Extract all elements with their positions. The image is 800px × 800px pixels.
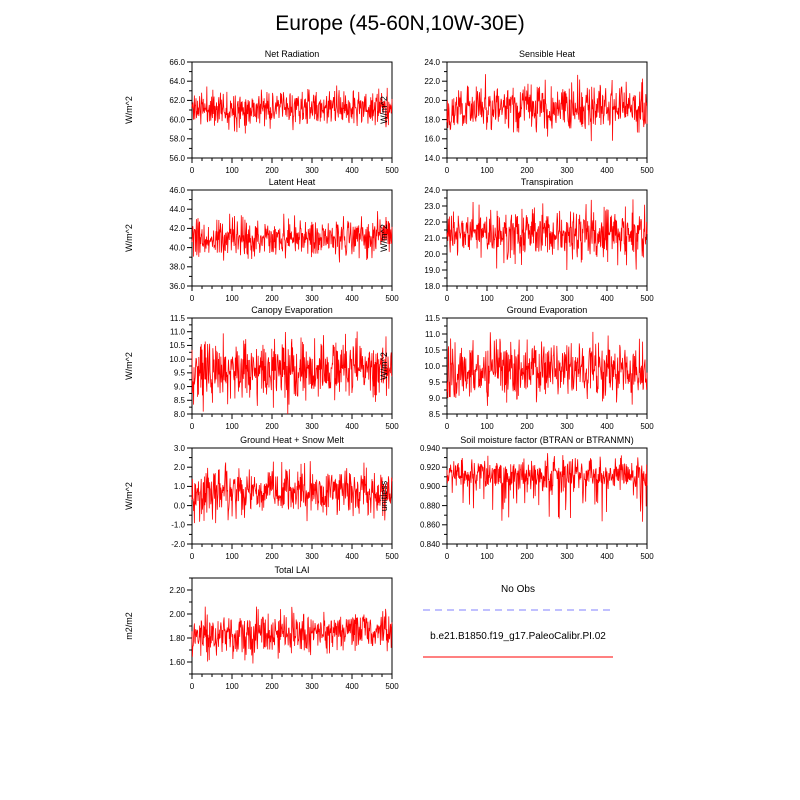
panel-latent-heat xyxy=(120,174,400,308)
page-title: Europe (45-60N,10W-30E) xyxy=(275,12,525,35)
panel-title: Ground Evaporation xyxy=(506,305,588,315)
panel-canopy-evaporation xyxy=(120,302,400,436)
y-axis-label: W/m^2 xyxy=(124,224,134,252)
chart-svg xyxy=(120,174,400,308)
panel-transpiration xyxy=(375,174,655,308)
x-tick-label: 400 xyxy=(600,294,614,303)
series-polyline xyxy=(192,461,392,523)
x-tick-label: 400 xyxy=(600,422,614,431)
x-tick-label: 0 xyxy=(189,552,195,561)
panel-title: Net Radiation xyxy=(264,49,320,59)
y-tick-label: 10.5 xyxy=(424,345,440,355)
y-tick-label: 2.00 xyxy=(169,609,185,619)
y-tick-label: 21.0 xyxy=(424,233,440,243)
x-tick-label: 0 xyxy=(444,422,450,431)
y-tick-label: 1.60 xyxy=(169,657,185,667)
y-tick-label: 0.840 xyxy=(419,539,440,549)
series-polyline xyxy=(192,332,392,415)
y-tick-label: 9.0 xyxy=(428,393,440,403)
x-tick-label: 300 xyxy=(305,552,319,561)
y-axis-label: W/m^2 xyxy=(379,352,389,380)
y-tick-label: 0.940 xyxy=(419,443,440,453)
y-tick-label: 22.0 xyxy=(424,77,440,86)
y-axis-label: W/m^2 xyxy=(124,482,134,510)
series-polyline xyxy=(447,453,647,522)
panel-total-lai xyxy=(120,562,400,696)
panel-title: Transpiration xyxy=(520,177,574,187)
panel-title: Canopy Evaporation xyxy=(251,305,333,315)
y-tick-label: 11.0 xyxy=(425,329,440,339)
x-tick-label: 100 xyxy=(225,166,239,175)
panel-title: Sensible Heat xyxy=(518,49,576,59)
x-tick-label: 200 xyxy=(265,422,279,431)
y-tick-label: 19.0 xyxy=(424,265,440,275)
y-tick-label: 9.0 xyxy=(173,382,185,392)
y-tick-label: -1.0 xyxy=(171,520,185,530)
y-tick-label: 0.920 xyxy=(419,463,440,472)
x-tick-label: 300 xyxy=(305,682,319,691)
y-tick-label: 62.0 xyxy=(169,96,185,106)
x-tick-label: 200 xyxy=(265,166,279,175)
y-tick-label: 18.0 xyxy=(424,281,440,291)
x-tick-label: 100 xyxy=(480,422,494,431)
x-tick-label: 200 xyxy=(520,294,534,303)
x-tick-label: 200 xyxy=(520,552,534,561)
y-axis-label: W/m^2 xyxy=(124,96,134,124)
x-tick-label: 500 xyxy=(640,552,654,561)
y-tick-label: 11.5 xyxy=(170,313,185,323)
chart-svg xyxy=(375,174,655,308)
y-tick-label: 24.0 xyxy=(424,185,440,195)
x-tick-label: 500 xyxy=(640,166,654,175)
x-tick-label: 300 xyxy=(560,294,574,303)
series-polyline xyxy=(192,607,392,664)
x-tick-label: 0 xyxy=(189,682,195,691)
y-tick-label: 8.5 xyxy=(428,409,440,419)
y-tick-label: 10.5 xyxy=(169,341,185,351)
x-tick-label: 500 xyxy=(385,166,399,175)
y-tick-label: 23.0 xyxy=(424,201,440,211)
y-tick-label: 10.0 xyxy=(424,361,440,371)
y-tick-label: 20.0 xyxy=(424,96,440,106)
no-obs-line xyxy=(418,608,618,612)
x-tick-label: 500 xyxy=(385,552,399,561)
x-tick-label: 100 xyxy=(480,166,494,175)
series-line xyxy=(418,655,618,659)
x-tick-label: 500 xyxy=(640,422,654,431)
y-tick-label: 0.860 xyxy=(419,520,440,530)
chart-svg xyxy=(375,46,655,180)
y-tick-label: 2.20 xyxy=(169,585,185,595)
y-tick-label: 16.0 xyxy=(424,134,440,144)
series-polyline xyxy=(447,74,647,141)
legend xyxy=(408,584,628,678)
panel-title: Soil moisture factor (BTRAN or BTRANMN) xyxy=(460,435,634,445)
x-tick-label: 100 xyxy=(225,294,239,303)
y-tick-label: 3.0 xyxy=(173,443,185,453)
x-tick-label: 100 xyxy=(480,552,494,561)
y-tick-label: 22.0 xyxy=(424,217,440,227)
y-axis-label: unitless xyxy=(379,480,389,512)
legend-entry-no-obs xyxy=(408,584,628,617)
y-tick-label: 0.0 xyxy=(173,501,185,511)
y-tick-label: 64.0 xyxy=(169,77,185,86)
y-axis-label: W/m^2 xyxy=(379,96,389,124)
series-polyline xyxy=(192,211,392,262)
series-polyline xyxy=(447,332,647,406)
y-tick-label: 36.0 xyxy=(169,281,185,291)
y-tick-label: -2.0 xyxy=(171,539,185,549)
chart-svg xyxy=(120,302,400,436)
legend-no-obs-label: No Obs xyxy=(501,584,535,595)
x-tick-label: 400 xyxy=(345,552,359,561)
x-tick-label: 400 xyxy=(345,166,359,175)
y-axis-label: m2/m2 xyxy=(124,612,134,640)
y-tick-label: 60.0 xyxy=(169,115,185,125)
y-tick-label: 0.880 xyxy=(419,501,440,511)
y-tick-label: 11.5 xyxy=(425,313,440,323)
x-tick-label: 200 xyxy=(520,166,534,175)
y-tick-label: 56.0 xyxy=(169,153,185,163)
y-tick-label: 46.0 xyxy=(169,185,185,195)
x-tick-label: 0 xyxy=(189,166,195,175)
y-tick-label: 66.0 xyxy=(169,57,185,67)
y-tick-label: 42.0 xyxy=(169,224,185,234)
y-tick-label: 1.0 xyxy=(173,482,185,492)
legend-entry-series xyxy=(408,631,628,664)
x-tick-label: 100 xyxy=(225,552,239,561)
x-tick-label: 500 xyxy=(385,422,399,431)
x-tick-label: 0 xyxy=(444,294,450,303)
x-tick-label: 300 xyxy=(560,166,574,175)
panel-ground-evaporation xyxy=(375,302,655,436)
x-tick-label: 100 xyxy=(225,682,239,691)
panel-sensible-heat xyxy=(375,46,655,180)
x-tick-label: 200 xyxy=(265,294,279,303)
y-tick-label: 10.0 xyxy=(169,354,185,364)
x-tick-label: 400 xyxy=(345,422,359,431)
x-tick-label: 500 xyxy=(385,682,399,691)
chart-svg xyxy=(120,432,400,566)
x-tick-label: 300 xyxy=(560,552,574,561)
x-tick-label: 300 xyxy=(305,422,319,431)
y-tick-label: 9.5 xyxy=(173,368,185,378)
panel-ground-heat-snow-melt xyxy=(120,432,400,566)
y-tick-label: 2.0 xyxy=(173,463,185,472)
y-tick-label: 18.0 xyxy=(424,115,440,125)
y-tick-label: 1.80 xyxy=(169,633,185,643)
y-tick-label: 24.0 xyxy=(424,57,440,67)
x-tick-label: 300 xyxy=(305,166,319,175)
y-axis-label: W/m^2 xyxy=(124,352,134,380)
x-tick-label: 300 xyxy=(305,294,319,303)
series-polyline xyxy=(192,86,392,134)
x-tick-label: 200 xyxy=(265,552,279,561)
y-tick-label: 11.0 xyxy=(170,327,185,337)
panel-soil-moisture-factor xyxy=(375,432,655,566)
y-tick-label: 40.0 xyxy=(169,243,185,253)
chart-svg xyxy=(120,562,400,696)
y-tick-label: 8.5 xyxy=(173,396,185,406)
x-tick-label: 400 xyxy=(345,294,359,303)
chart-svg xyxy=(375,432,655,566)
series-polyline xyxy=(447,199,647,270)
y-tick-label: 8.0 xyxy=(173,409,185,419)
x-tick-label: 500 xyxy=(640,294,654,303)
legend-series-label: b.e21.B1850.f19_g17.PaleoCalibr.PI.02 xyxy=(430,631,606,642)
x-tick-label: 400 xyxy=(345,682,359,691)
x-tick-label: 500 xyxy=(385,294,399,303)
x-tick-label: 100 xyxy=(225,422,239,431)
y-tick-label: 38.0 xyxy=(169,262,185,272)
panel-title: Ground Heat + Snow Melt xyxy=(240,435,344,445)
x-tick-label: 0 xyxy=(444,166,450,175)
y-tick-label: 20.0 xyxy=(424,249,440,259)
x-tick-label: 400 xyxy=(600,166,614,175)
x-tick-label: 200 xyxy=(520,422,534,431)
y-tick-label: 14.0 xyxy=(424,153,440,163)
panel-title: Latent Heat xyxy=(268,177,316,187)
y-axis-label: W/m^2 xyxy=(379,224,389,252)
panel-title: Total LAI xyxy=(274,565,310,575)
y-tick-label: 58.0 xyxy=(169,134,185,144)
y-tick-label: 0.900 xyxy=(419,482,440,492)
x-tick-label: 0 xyxy=(189,294,195,303)
x-tick-label: 400 xyxy=(600,552,614,561)
x-tick-label: 0 xyxy=(189,422,195,431)
x-tick-label: 200 xyxy=(265,682,279,691)
y-tick-label: 9.5 xyxy=(428,377,440,387)
x-tick-label: 300 xyxy=(560,422,574,431)
chart-svg xyxy=(120,46,400,180)
panel-net-radiation xyxy=(120,46,400,180)
y-tick-label: 44.0 xyxy=(169,205,185,214)
x-tick-label: 100 xyxy=(480,294,494,303)
x-tick-label: 0 xyxy=(444,552,450,561)
chart-svg xyxy=(375,302,655,436)
